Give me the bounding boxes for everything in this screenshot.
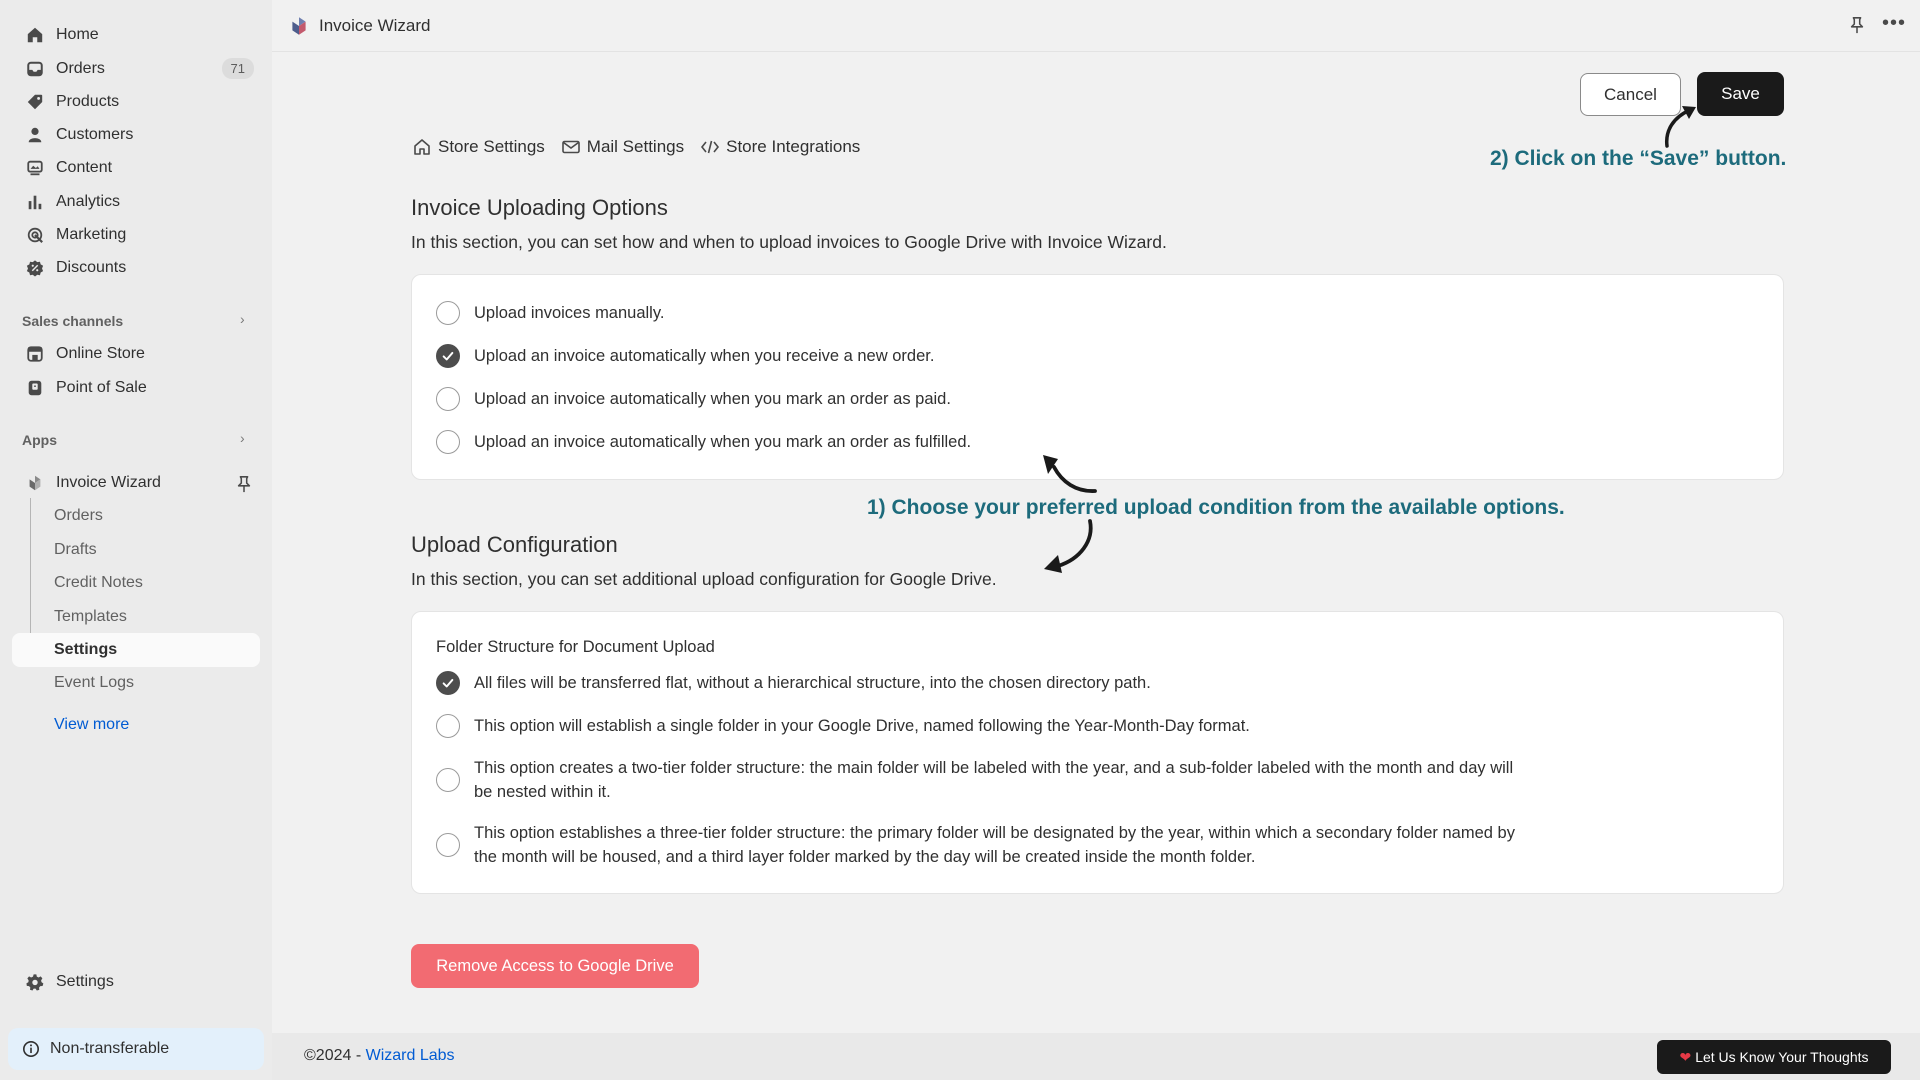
radio-button-checked[interactable] xyxy=(436,344,460,368)
person-icon xyxy=(26,126,44,144)
remove-google-drive-access-button[interactable]: Remove Access to Google Drive xyxy=(411,944,699,988)
company-link[interactable]: Wizard Labs xyxy=(365,1047,455,1064)
annotation-arrow-save xyxy=(1660,100,1710,150)
sidebar-item-online-store[interactable] xyxy=(12,338,260,370)
option-label: Upload invoices manually. xyxy=(474,304,665,322)
radio-button[interactable] xyxy=(436,768,460,792)
radio-button[interactable] xyxy=(436,714,460,738)
tag-icon xyxy=(26,93,44,111)
folder-option-flat[interactable] xyxy=(436,671,1536,695)
option-label: Upload an invoice automatically when you mark an order as fulfilled. xyxy=(474,433,972,451)
feedback-label: Let Us Know Your Thoughts xyxy=(1695,1049,1869,1065)
upload-config-card xyxy=(411,611,1784,894)
choose-hint-annotation: 1) Choose your preferred upload condition from the available options. xyxy=(867,496,1565,519)
sidebar-item-label: Point of Sale xyxy=(56,379,147,396)
option-label: This option creates a two-tier folder structure: the main folder will be labeled with the year, and a sub-folder labeled with the month and day will be nested within it. xyxy=(474,759,1514,801)
upload-option-manual[interactable] xyxy=(436,301,664,325)
invoice-wizard-logo-icon xyxy=(26,474,44,492)
sidebar-item-products[interactable] xyxy=(12,86,260,118)
tab-mail-settings[interactable] xyxy=(561,137,684,157)
sidebar-subitem-drafts[interactable]: Drafts xyxy=(54,541,97,558)
radio-button-checked[interactable] xyxy=(436,671,460,695)
upload-option-fulfilled[interactable] xyxy=(436,430,971,454)
info-icon xyxy=(22,1040,40,1058)
store-icon xyxy=(26,345,44,363)
folder-option-three-tier[interactable] xyxy=(436,821,1536,869)
sidebar-item-label: Home xyxy=(56,26,99,43)
bar-chart-icon xyxy=(26,193,44,211)
sidebar-item-content[interactable] xyxy=(12,152,260,184)
home-outline-icon xyxy=(412,137,432,157)
sidebar-item-label: Analytics xyxy=(56,193,121,210)
radio-button[interactable] xyxy=(436,430,460,454)
tree-line xyxy=(30,498,31,646)
cancel-button[interactable]: Cancel xyxy=(1580,73,1681,116)
folder-structure-title: Folder Structure for Document Upload xyxy=(436,638,715,656)
sidebar-item-point-of-sale[interactable] xyxy=(12,372,260,404)
copyright xyxy=(304,1047,455,1065)
discount-icon xyxy=(26,259,44,277)
option-label: Upload an invoice automatically when you receive a new order. xyxy=(474,347,935,365)
view-more-link[interactable]: View more xyxy=(54,716,130,733)
app-header xyxy=(272,0,1920,52)
gear-icon xyxy=(26,973,44,991)
save-button[interactable]: Save xyxy=(1697,72,1784,116)
sidebar-item-label: Invoice Wizard xyxy=(56,474,161,491)
sidebar-item-invoice-wizard[interactable] xyxy=(12,467,260,499)
tab-label: Store Settings xyxy=(438,137,545,156)
annotation-arrow-down xyxy=(1038,517,1098,579)
home-icon xyxy=(26,26,44,44)
settings-tabs xyxy=(412,137,876,157)
non-transferable-banner[interactable] xyxy=(8,1028,264,1070)
upload-option-paid[interactable] xyxy=(436,387,951,411)
radio-button[interactable] xyxy=(436,387,460,411)
sidebar-item-label: Marketing xyxy=(56,226,127,243)
more-options-icon[interactable]: ••• xyxy=(1882,12,1907,34)
sidebar-subitem-credit-notes[interactable]: Credit Notes xyxy=(54,574,143,591)
footer xyxy=(272,1033,1920,1080)
sidebar-item-home[interactable] xyxy=(12,19,260,51)
annotation-arrow-up xyxy=(1030,450,1100,500)
active-item-highlight xyxy=(12,633,260,667)
sidebar-item-label: Orders xyxy=(56,60,105,77)
tab-store-settings[interactable] xyxy=(412,137,545,157)
content-icon xyxy=(26,159,44,177)
sidebar-item-analytics[interactable] xyxy=(12,186,260,218)
tab-label: Store Integrations xyxy=(726,137,861,156)
non-transferable-label: Non-transferable xyxy=(50,1040,170,1057)
tab-store-integrations[interactable] xyxy=(700,137,860,157)
sidebar-item-label: Customers xyxy=(56,126,134,143)
save-hint-annotation: 2) Click on the “Save” button. xyxy=(1490,147,1787,170)
sidebar-item-marketing[interactable] xyxy=(12,219,260,251)
option-label: This option establishes a three-tier folder structure: the primary folder will be designated by the year, within which a secondary folder named by the month will be housed, and a third layer folder marked by the day will be created inside the month folder. xyxy=(474,824,1515,866)
sidebar-subitem-settings[interactable]: Settings xyxy=(54,641,118,658)
orders-count-badge: 71 xyxy=(222,58,254,79)
upload-config-description: In this section, you can set additional upload configuration for Google Drive. xyxy=(411,569,997,589)
pos-icon xyxy=(26,379,44,397)
target-icon xyxy=(26,226,44,244)
sidebar-item-label: Discounts xyxy=(56,259,127,276)
invoice-wizard-logo-icon xyxy=(288,15,310,37)
sidebar-item-label: Content xyxy=(56,159,113,176)
folder-option-two-tier[interactable] xyxy=(436,756,1536,804)
copyright-text: ©2024 - xyxy=(304,1047,366,1064)
option-label: This option will establish a single folder in your Google Drive, named following the Year-Month-Day format. xyxy=(474,717,1250,735)
heart-icon: ❤ xyxy=(1679,1048,1692,1065)
tab-label: Mail Settings xyxy=(586,137,685,156)
pin-icon[interactable] xyxy=(1848,16,1868,36)
folder-option-single[interactable] xyxy=(436,714,1536,738)
sidebar-subitem-event-logs[interactable]: Event Logs xyxy=(54,674,135,691)
option-label: Upload an invoice automatically when you mark an order as paid. xyxy=(474,390,951,408)
sidebar-subitem-orders[interactable]: Orders xyxy=(54,507,103,524)
pin-icon[interactable] xyxy=(235,475,253,493)
upload-options-description: In this section, you can set how and when to upload invoices to Google Drive with Invoice Wizard. xyxy=(411,232,1167,252)
sidebar-item-customers[interactable] xyxy=(12,119,260,151)
checkmark-icon xyxy=(441,349,455,363)
upload-options-title: Invoice Uploading Options xyxy=(411,195,668,220)
chevron-right-icon[interactable]: › xyxy=(240,311,245,327)
sidebar-item-label: Settings xyxy=(56,973,114,990)
chevron-right-icon[interactable]: › xyxy=(240,430,245,446)
sidebar-item-label: Online Store xyxy=(56,345,145,362)
checkmark-icon xyxy=(441,676,455,690)
sidebar-item-discounts[interactable] xyxy=(12,252,260,284)
sales-channels-heading: Sales channels xyxy=(22,313,124,329)
radio-button[interactable] xyxy=(436,833,460,857)
sidebar-item-orders[interactable] xyxy=(12,53,260,85)
sidebar-subitem-templates[interactable]: Templates xyxy=(54,608,127,625)
upload-option-new-order[interactable] xyxy=(436,344,934,368)
sidebar xyxy=(0,0,272,1080)
code-icon xyxy=(700,137,720,157)
orders-icon xyxy=(26,60,44,78)
radio-button[interactable] xyxy=(436,301,460,325)
option-label: All files will be transferred flat, without a hierarchical structure, into the chosen directory path. xyxy=(474,674,1151,692)
feedback-button[interactable] xyxy=(1657,1040,1891,1074)
upload-config-title: Upload Configuration xyxy=(411,532,618,557)
mail-icon xyxy=(561,137,581,157)
sidebar-item-settings[interactable] xyxy=(12,966,260,998)
app-title: Invoice Wizard xyxy=(319,16,431,35)
apps-heading: Apps xyxy=(22,432,57,448)
sidebar-item-label: Products xyxy=(56,93,120,110)
